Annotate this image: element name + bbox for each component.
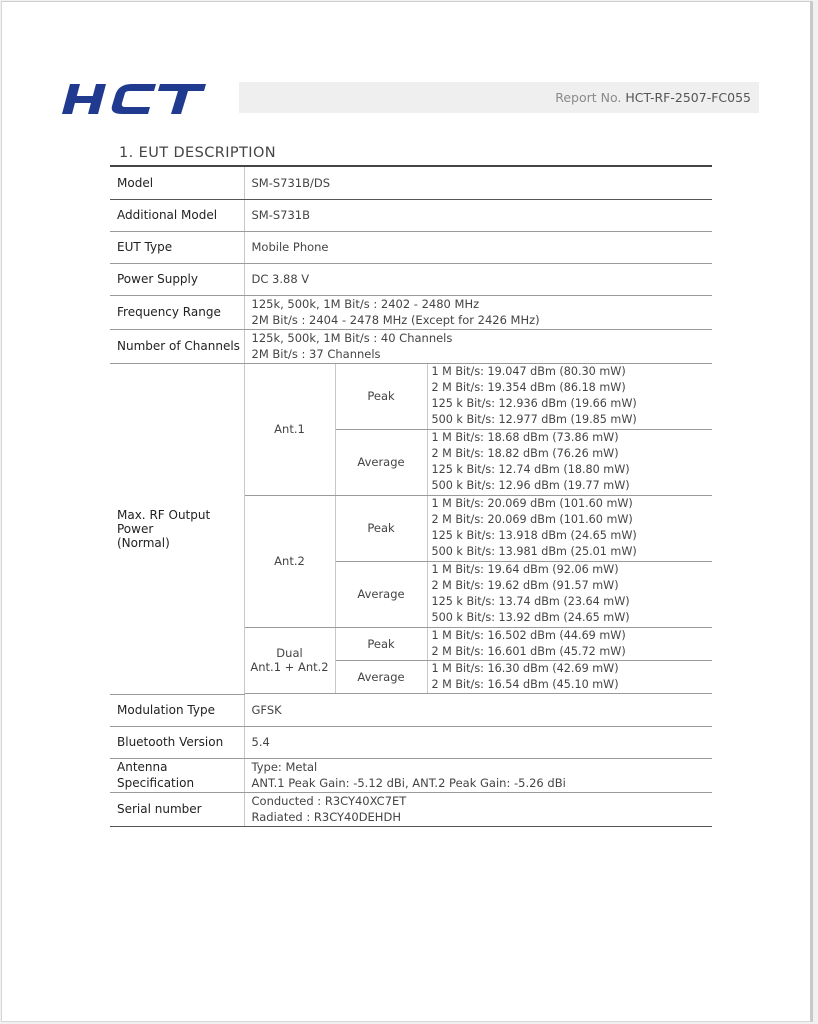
table-row <box>110 758 712 792</box>
row-value-frequency-range <box>244 295 712 329</box>
row-value-additional-model: SM-S731B <box>244 199 712 231</box>
antenna-line-2: ANT.1 Peak Gain: -5.12 dBi, ANT.2 Peak Gain: -5.26 dBi <box>251 776 566 791</box>
antenna-label-line-1: Antenna <box>117 759 168 774</box>
row-value-power-supply: DC 3.88 V <box>244 263 712 295</box>
ant2-average-line-3: 125 k Bit/s: 13.74 dBm (23.64 mW) <box>431 595 630 608</box>
dual-peak-label: Peak <box>335 627 427 660</box>
ant2-peak-line-4: 500 k Bit/s: 13.981 dBm (25.01 mW) <box>431 545 637 559</box>
ant1-peak-line-3: 125 k Bit/s: 12.936 dBm (19.66 mW) <box>431 397 637 410</box>
ant1-peak-values <box>427 363 712 429</box>
row-label-max-rf-output-power <box>110 363 244 694</box>
ant1-average-line-1: 1 M Bit/s: 18.68 dBm (73.86 mW) <box>431 430 619 444</box>
ant2-average-values <box>427 561 712 627</box>
section-title: 1. EUT DESCRIPTION <box>119 145 277 161</box>
ant2-peak-line-1: 1 M Bit/s: 20.069 dBm (101.60 mW) <box>431 496 633 510</box>
table-row <box>110 167 712 199</box>
ant2-average-line-4: 500 k Bit/s: 13.92 dBm (24.65 mW) <box>431 611 630 625</box>
dual-average-values <box>427 660 712 693</box>
row-value-serial-number <box>244 792 712 826</box>
ant1-average-line-3: 125 k Bit/s: 12.74 dBm (18.80 mW) <box>431 463 630 476</box>
report-number-box <box>239 82 759 113</box>
ant2-average-line-1: 1 M Bit/s: 19.64 dBm (92.06 mW) <box>431 562 619 576</box>
dual-peak-line-1: 1 M Bit/s: 16.502 dBm (44.69 mW) <box>431 628 626 642</box>
row-value-model: SM-S731B/DS <box>244 167 712 199</box>
eut-description-table <box>110 167 712 827</box>
channels-line-2: 2M Bit/s : 37 Channels <box>251 347 381 361</box>
ant2-average-line-2: 2 M Bit/s: 19.62 dBm (91.57 mW) <box>431 578 619 592</box>
row-value-eut-type: Mobile Phone <box>244 231 712 263</box>
ant2-peak-line-2: 2 M Bit/s: 20.069 dBm (101.60 mW) <box>431 512 633 526</box>
serial-line-2: Radiated : R3CY40DEHDH <box>251 810 401 825</box>
table-row <box>110 694 712 726</box>
row-label-frequency-range: Frequency Range <box>110 295 244 329</box>
row-value-modulation-type: GFSK <box>244 694 712 726</box>
ant1-average-line-2: 2 M Bit/s: 18.82 dBm (76.26 mW) <box>431 446 619 460</box>
ant2-label: Ant.2 <box>244 495 335 627</box>
row-value-number-of-channels <box>244 329 712 363</box>
max-rf-label-line-2: Power <box>117 521 154 536</box>
dual-average-label: Average <box>335 660 427 693</box>
antenna-line-1: Type: Metal <box>251 759 318 774</box>
row-label-modulation-type: Modulation Type <box>110 694 244 726</box>
frequency-range-line-2: 2M Bit/s : 2404 - 2478 MHz (Except for 2426 MHz) <box>251 313 540 327</box>
max-rf-label-line-3: (Normal) <box>117 535 170 550</box>
row-value-bluetooth-version: 5.4 <box>244 726 712 758</box>
ant2-peak-values <box>427 495 712 561</box>
row-label-bluetooth-version: Bluetooth Version <box>110 726 244 758</box>
ant1-average-values <box>427 429 712 495</box>
table-row <box>110 231 712 263</box>
row-label-eut-type: EUT Type <box>110 231 244 263</box>
ant1-label: Ant.1 <box>244 363 335 495</box>
ant2-peak-label: Peak <box>335 495 427 561</box>
row-label-power-supply: Power Supply <box>110 263 244 295</box>
row-label-model: Model <box>110 167 244 199</box>
frequency-range-line-1: 125k, 500k, 1M Bit/s : 2402 - 2480 MHz <box>251 296 480 311</box>
row-label-additional-model: Additional Model <box>110 199 244 231</box>
row-value-antenna-specification <box>244 758 712 792</box>
dual-peak-values <box>427 627 712 660</box>
report-number: HCT-RF-2507-FC055 <box>625 90 751 105</box>
antenna-label-line-2: Specification <box>117 776 195 791</box>
ant1-average-line-4: 500 k Bit/s: 12.96 dBm (19.77 mW) <box>431 479 630 493</box>
table-row <box>110 295 712 329</box>
dual-label-line-1: Dual <box>276 646 303 661</box>
table-row <box>110 263 712 295</box>
dual-label-line-2: Ant.1 + Ant.2 <box>250 660 329 675</box>
dual-average-line-1: 1 M Bit/s: 16.30 dBm (42.69 mW) <box>431 661 619 675</box>
dual-peak-line-2: 2 M Bit/s: 16.601 dBm (45.72 mW) <box>431 644 626 658</box>
ant1-peak-line-4: 500 k Bit/s: 12.977 dBm (19.85 mW) <box>431 413 637 427</box>
dual-label <box>244 627 335 694</box>
table-row <box>110 792 712 826</box>
hct-logo <box>60 81 208 117</box>
ant2-peak-line-3: 125 k Bit/s: 13.918 dBm (24.65 mW) <box>431 529 637 542</box>
ant1-peak-line-2: 2 M Bit/s: 19.354 dBm (86.18 mW) <box>431 380 626 394</box>
dual-average-line-2: 2 M Bit/s: 16.54 dBm (45.10 mW) <box>431 678 619 692</box>
serial-line-1: Conducted : R3CY40XC7ET <box>251 793 407 808</box>
table-row <box>110 363 712 429</box>
ant2-average-label: Average <box>335 561 427 627</box>
table-row <box>110 726 712 758</box>
ant1-peak-line-1: 1 M Bit/s: 19.047 dBm (80.30 mW) <box>431 364 626 378</box>
report-number-label: Report No. <box>555 90 622 105</box>
table-row <box>110 199 712 231</box>
row-label-antenna-specification <box>110 758 244 792</box>
ant1-peak-label: Peak <box>335 363 427 429</box>
row-label-serial-number: Serial number <box>110 792 244 826</box>
ant1-average-label: Average <box>335 429 427 495</box>
row-label-number-of-channels: Number of Channels <box>110 329 244 363</box>
document-page <box>1 1 813 1022</box>
channels-line-1: 125k, 500k, 1M Bit/s : 40 Channels <box>251 330 453 345</box>
max-rf-label-line-1: Max. RF Output <box>117 507 211 522</box>
table-row <box>110 329 712 363</box>
